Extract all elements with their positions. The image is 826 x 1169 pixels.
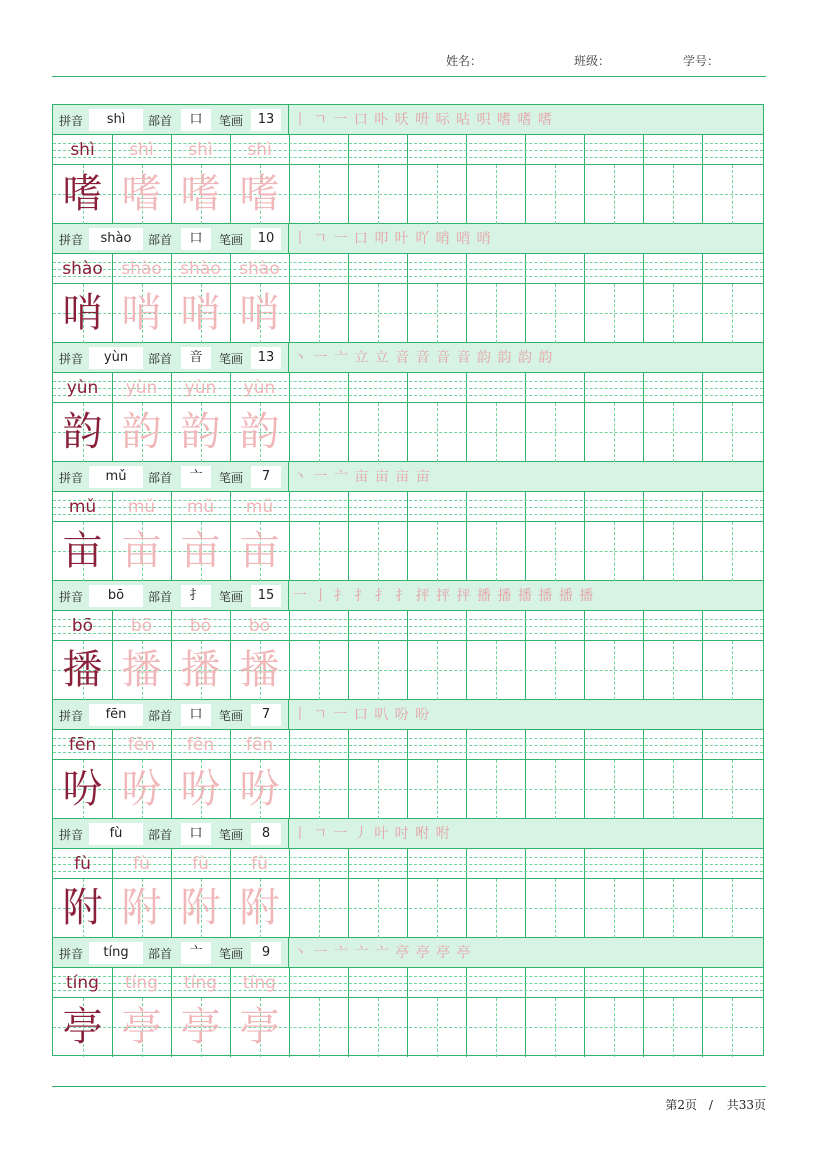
practice-sheet (52, 104, 764, 1056)
page-total: 共33页 (726, 1098, 766, 1112)
character-trace: 亭 (239, 1004, 280, 1050)
character-model: 哨 (62, 290, 103, 336)
pinyin-model: mǔ (68, 497, 97, 517)
radical-label: 部首 (148, 828, 173, 842)
grid-line (643, 730, 644, 819)
character-trace: 播 (239, 647, 280, 693)
pinyin-value: mǔ (89, 466, 143, 488)
grid-line (525, 611, 526, 700)
radical-label: 部首 (148, 947, 173, 961)
grid-line (407, 373, 408, 462)
character-trace: 亭 (180, 1004, 221, 1050)
pinyin-trace: fù (251, 854, 268, 874)
character-model: 亩 (62, 528, 103, 574)
radical-label: 部首 (148, 352, 173, 366)
stroke-count-value: 13 (251, 109, 281, 131)
info-row (53, 343, 763, 373)
pinyin-value: yùn (89, 347, 143, 369)
character-trace: 附 (239, 885, 280, 931)
grid-line (525, 730, 526, 819)
pinyin-model: fēn (68, 735, 97, 755)
grid-line (466, 730, 467, 819)
grid-line (643, 611, 644, 700)
grid-line (407, 135, 408, 224)
stroke-order-sequence: 丶 一 亠 立 立 音 音 音 音 韵 韵 韵 韵 (293, 350, 554, 366)
grid-line (702, 730, 703, 819)
radical-value: 口 (181, 109, 211, 131)
radical-label: 部首 (148, 114, 173, 128)
grid-line (466, 849, 467, 938)
character-trace: 播 (121, 647, 162, 693)
character-trace: 韵 (121, 409, 162, 455)
stroke-order-sequence: 丨 ㄱ 一 丿 叶 吋 咐 咐 (293, 826, 451, 842)
grid-line (466, 254, 467, 343)
character-trace: 亩 (239, 528, 280, 574)
pinyin-model: shào (62, 259, 103, 279)
stroke-count-label: 笔画 (219, 233, 244, 247)
pinyin-trace: yùn (243, 378, 276, 398)
character-entry (53, 581, 763, 700)
grid-line (348, 611, 349, 700)
grid-line (702, 849, 703, 938)
page-footer (663, 1096, 766, 1113)
grid-line (348, 492, 349, 581)
stroke-count-label: 笔画 (219, 471, 244, 485)
grid-line (289, 730, 290, 819)
info-fields (53, 819, 289, 848)
radical-label: 部首 (148, 590, 173, 604)
pinyin-value: fēn (89, 704, 143, 726)
pinyin-trace: mǔ (127, 497, 156, 517)
stroke-count-value: 9 (251, 942, 281, 964)
stroke-order-sequence: 丶 一 亠 亠 亠 亭 亭 亭 亭 (293, 945, 472, 961)
stroke-count-value: 13 (251, 347, 281, 369)
grid-line (702, 611, 703, 700)
character-trace: 附 (180, 885, 221, 931)
name-label: 姓名： (446, 54, 483, 68)
info-fields (53, 700, 289, 729)
stroke-count-label: 笔画 (219, 828, 244, 842)
pinyin-trace: shào (121, 259, 162, 279)
pinyin-label: 拼音 (59, 114, 84, 128)
pinyin-label: 拼音 (59, 471, 84, 485)
character-model: 播 (62, 647, 103, 693)
pinyin-value: bō (89, 585, 143, 607)
character-trace: 附 (121, 885, 162, 931)
character-trace: 哨 (121, 290, 162, 336)
character-trace: 韵 (180, 409, 221, 455)
info-fields (53, 343, 289, 372)
character-trace: 吩 (180, 766, 221, 812)
character-model: 嗜 (62, 171, 103, 217)
character-trace: 播 (180, 647, 221, 693)
character-trace: 韵 (239, 409, 280, 455)
grid-line (348, 135, 349, 224)
pinyin-value: tíng (89, 942, 143, 964)
pinyin-trace: fù (133, 854, 150, 874)
info-row (53, 819, 763, 849)
grid-line (407, 849, 408, 938)
info-fields (53, 224, 289, 253)
grid-line (702, 373, 703, 462)
character-trace: 嗜 (180, 171, 221, 217)
pinyin-trace: bō (248, 616, 271, 636)
pinyin-trace: bō (189, 616, 212, 636)
radical-value: 口 (181, 823, 211, 845)
pinyin-trace: yùn (184, 378, 217, 398)
character-trace: 吩 (239, 766, 280, 812)
grid-line (643, 254, 644, 343)
character-entry (53, 462, 763, 581)
grid-line (466, 968, 467, 1057)
pinyin-value: shì (89, 109, 143, 131)
grid-line (584, 849, 585, 938)
grid-line (643, 135, 644, 224)
character-trace: 亭 (121, 1004, 162, 1050)
pinyin-model: tíng (66, 973, 99, 993)
class-label: 班级： (574, 54, 611, 68)
pinyin-trace: shì (188, 140, 213, 160)
pinyin-label: 拼音 (59, 352, 84, 366)
grid-line (466, 135, 467, 224)
grid-line (348, 373, 349, 462)
pinyin-trace: fù (192, 854, 209, 874)
info-row (53, 105, 763, 135)
pinyin-model: fù (74, 854, 91, 874)
stroke-count-label: 笔画 (219, 352, 244, 366)
grid-line (348, 254, 349, 343)
radical-value: 口 (181, 704, 211, 726)
grid-line (643, 492, 644, 581)
pinyin-trace: shào (180, 259, 221, 279)
page-separator: / (708, 1098, 713, 1112)
stroke-count-value: 10 (251, 228, 281, 250)
pinyin-label: 拼音 (59, 590, 84, 604)
radical-value: 亠 (181, 466, 211, 488)
pinyin-model: shì (70, 140, 95, 160)
radical-value: 亠 (181, 942, 211, 964)
character-entry (53, 105, 763, 224)
radical-label: 部首 (148, 471, 173, 485)
grid-line (407, 968, 408, 1057)
pinyin-trace: shì (247, 140, 272, 160)
stroke-order-sequence: 丨 ㄱ 一 口 叩 叶 吖 哨 哨 哨 (293, 231, 492, 247)
character-entry (53, 700, 763, 819)
grid-line (702, 135, 703, 224)
pinyin-label: 拼音 (59, 947, 84, 961)
radical-label: 部首 (148, 233, 173, 247)
grid-line (289, 492, 290, 581)
grid-line (407, 492, 408, 581)
grid-line (584, 135, 585, 224)
stroke-count-label: 笔画 (219, 709, 244, 723)
grid-line (584, 611, 585, 700)
pinyin-trace: tíng (243, 973, 276, 993)
pinyin-value: shào (89, 228, 143, 250)
grid-line (407, 611, 408, 700)
stroke-count-value: 7 (251, 466, 281, 488)
stroke-order-sequence: 一 亅 扌 扌 扌 扌 抨 抨 抨 播 播 播 播 播 播 (293, 588, 595, 604)
grid-line (525, 968, 526, 1057)
radical-value: 音 (181, 347, 211, 369)
character-model: 亭 (62, 1004, 103, 1050)
grid-line (584, 254, 585, 343)
pinyin-trace: shì (129, 140, 154, 160)
grid-line (525, 373, 526, 462)
info-row (53, 224, 763, 254)
grid-line (702, 254, 703, 343)
character-trace: 哨 (180, 290, 221, 336)
grid-line (407, 254, 408, 343)
pinyin-label: 拼音 (59, 828, 84, 842)
grid-line (289, 135, 290, 224)
pinyin-label: 拼音 (59, 233, 84, 247)
info-row (53, 938, 763, 968)
grid-line (348, 849, 349, 938)
info-row (53, 700, 763, 730)
pinyin-model: yùn (66, 378, 99, 398)
radical-label: 部首 (148, 709, 173, 723)
grid-line (348, 968, 349, 1057)
character-trace: 亩 (121, 528, 162, 574)
character-entry (53, 819, 763, 938)
pinyin-trace: mǔ (186, 497, 215, 517)
grid-line (407, 730, 408, 819)
character-trace: 亩 (180, 528, 221, 574)
character-entry (53, 224, 763, 343)
character-model: 附 (62, 885, 103, 931)
pinyin-value: fù (89, 823, 143, 845)
info-fields (53, 462, 289, 491)
stroke-count-label: 笔画 (219, 114, 244, 128)
grid-line (525, 254, 526, 343)
pinyin-trace: tíng (184, 973, 217, 993)
stroke-order-sequence: 丨 ㄱ 一 口 叭 吩 吩 (293, 707, 431, 723)
stroke-count-value: 15 (251, 585, 281, 607)
character-model: 吩 (62, 766, 103, 812)
grid-line (584, 730, 585, 819)
stroke-count-label: 笔画 (219, 947, 244, 961)
pinyin-trace: shào (239, 259, 280, 279)
grid-line (584, 373, 585, 462)
grid-line (525, 492, 526, 581)
radical-value: 口 (181, 228, 211, 250)
character-entry (53, 343, 763, 462)
pinyin-trace: yùn (125, 378, 158, 398)
grid-line (525, 849, 526, 938)
grid-line (289, 611, 290, 700)
grid-line (289, 849, 290, 938)
student-id-label: 学号： (683, 54, 720, 68)
pinyin-model: bō (71, 616, 94, 636)
info-fields (53, 938, 289, 967)
pinyin-label: 拼音 (59, 709, 84, 723)
footer-divider (52, 1086, 766, 1087)
grid-line (643, 968, 644, 1057)
info-fields (53, 105, 289, 134)
stroke-order-sequence: 丨 ㄱ 一 口 卟 㕭 呏 呩 呫 呮 嗜 嗜 嗜 (293, 112, 553, 128)
character-trace: 吩 (121, 766, 162, 812)
stroke-order-sequence: 丶 一 亠 亩 亩 亩 亩 (293, 469, 431, 485)
info-row (53, 581, 763, 611)
stroke-count-value: 7 (251, 704, 281, 726)
grid-line (289, 373, 290, 462)
pinyin-trace: fēn (245, 735, 274, 755)
radical-value: 扌 (181, 585, 211, 607)
grid-line (289, 254, 290, 343)
grid-line (584, 492, 585, 581)
page-number: 第2页 (665, 1098, 698, 1112)
pinyin-trace: mǔ (245, 497, 274, 517)
grid-line (702, 968, 703, 1057)
info-fields (53, 581, 289, 610)
stroke-count-label: 笔画 (219, 590, 244, 604)
grid-line (466, 611, 467, 700)
character-model: 韵 (62, 409, 103, 455)
grid-line (466, 373, 467, 462)
grid-line (289, 968, 290, 1057)
grid-line (584, 968, 585, 1057)
grid-line (702, 492, 703, 581)
grid-line (643, 849, 644, 938)
stroke-count-value: 8 (251, 823, 281, 845)
pinyin-trace: bō (130, 616, 153, 636)
pinyin-trace: tíng (125, 973, 158, 993)
info-row (53, 462, 763, 492)
character-entry (53, 938, 763, 1057)
pinyin-trace: fēn (186, 735, 215, 755)
grid-line (643, 373, 644, 462)
header-divider (52, 76, 766, 77)
pinyin-trace: fēn (127, 735, 156, 755)
character-trace: 哨 (239, 290, 280, 336)
grid-line (466, 492, 467, 581)
grid-line (525, 135, 526, 224)
character-trace: 嗜 (239, 171, 280, 217)
grid-line (348, 730, 349, 819)
character-trace: 嗜 (121, 171, 162, 217)
